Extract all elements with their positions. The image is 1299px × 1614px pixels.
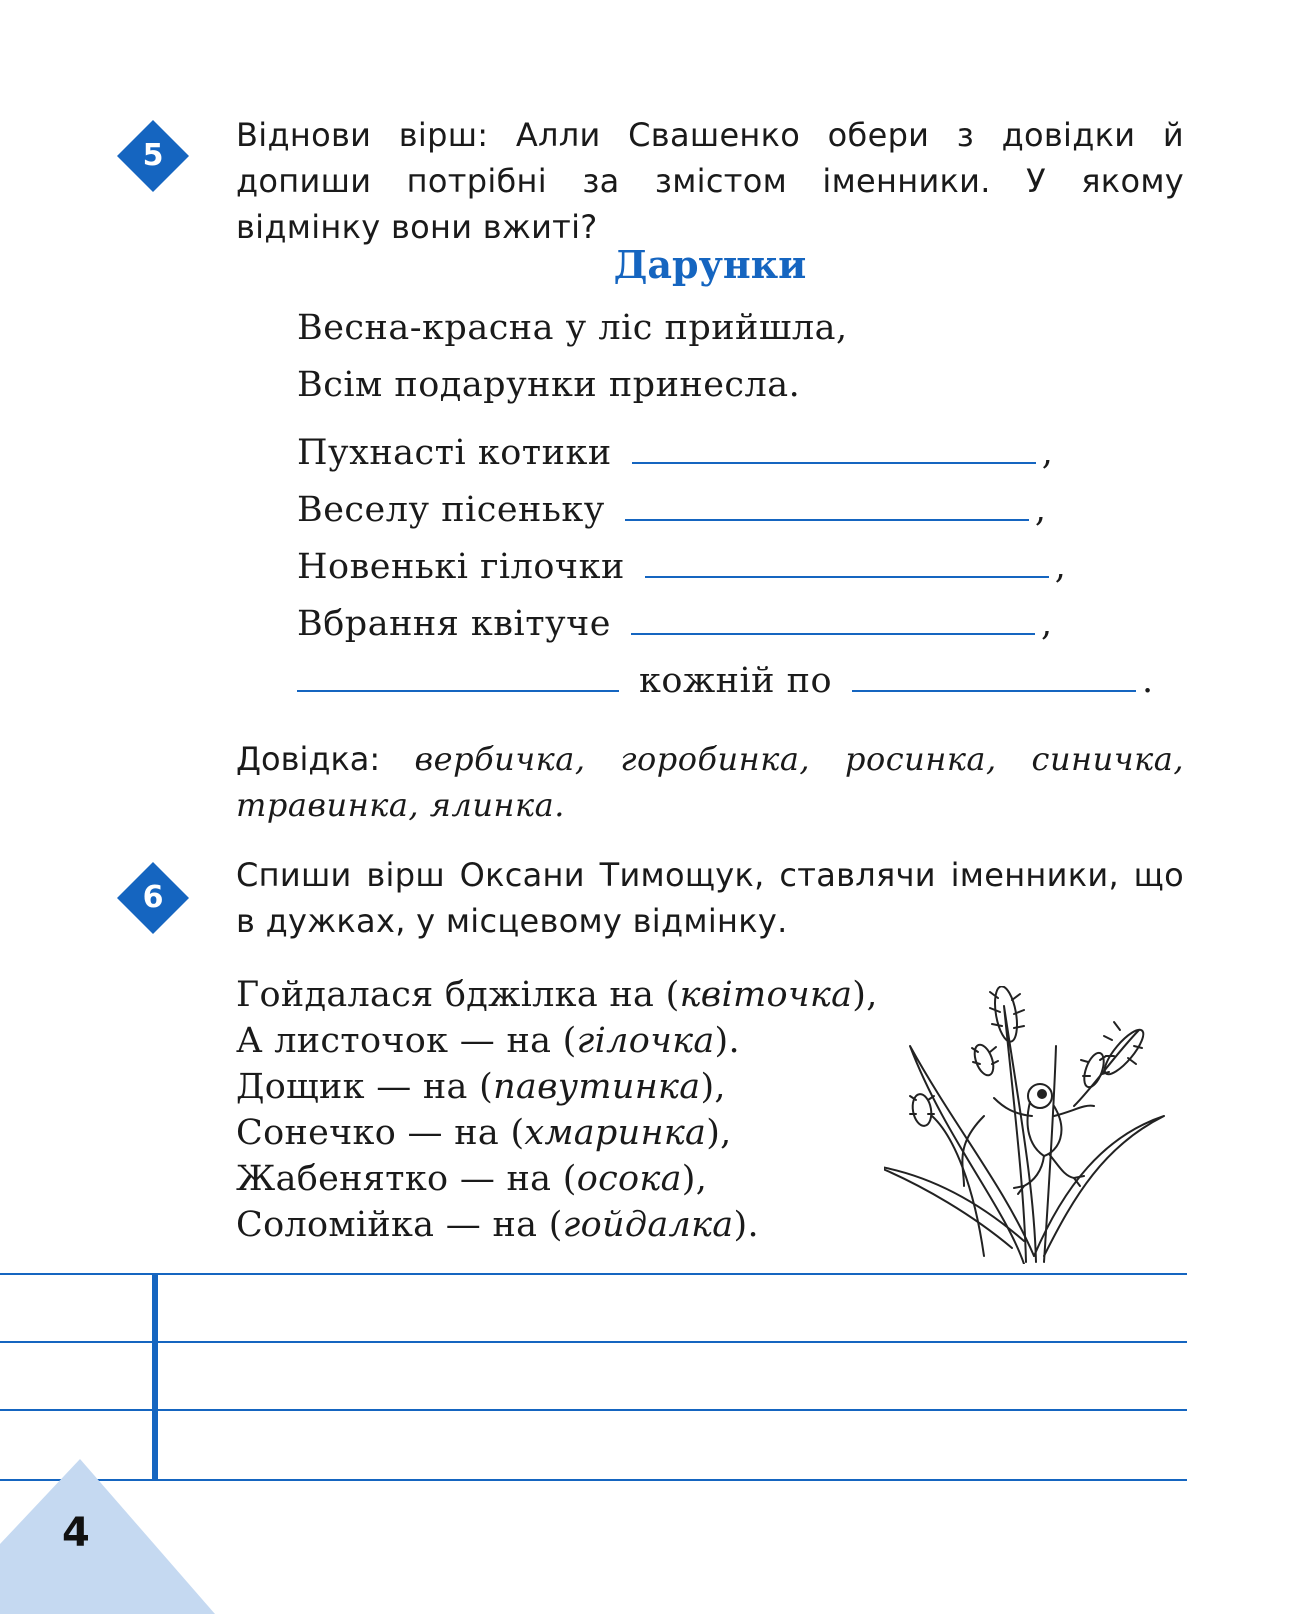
reference-label: Довідка: <box>236 740 381 778</box>
task-5-badge <box>117 120 189 192</box>
writing-line[interactable] <box>0 1273 1187 1275</box>
fill-blank[interactable] <box>645 536 1049 578</box>
page-corner-shape <box>0 1459 230 1614</box>
task-5-number: 5 <box>142 138 164 173</box>
task-6-number: 6 <box>142 880 164 915</box>
verse-line: Жабенятко — на (осока), <box>236 1159 708 1199</box>
writing-line[interactable] <box>0 1341 1187 1343</box>
margin-line <box>152 1273 158 1481</box>
poem-line: Веселу пісеньку , <box>297 479 1187 537</box>
poem-line: Вбрання квітуче , <box>297 593 1187 651</box>
page-number: 4 <box>62 1510 90 1556</box>
task-6-badge <box>117 862 189 934</box>
grass-frog-illustration <box>884 986 1184 1264</box>
fill-blank[interactable] <box>297 650 619 692</box>
reference-words: вербичка, горобинка, росинка, синичка, травинка, ялинка. <box>236 740 1185 824</box>
verse-line: Сонечко — на (хмаринка), <box>236 1113 732 1153</box>
fill-blank[interactable] <box>625 479 1029 521</box>
task-5-instruction: Віднови вірш: Алли Свашенко обери з довідки й допиши потрібні за змістом іменники. У якому відмінку вони вжиті? <box>236 116 1184 246</box>
poem-line: Новенькі гілочки , <box>297 536 1187 594</box>
verse <box>236 972 878 1248</box>
fill-blank[interactable] <box>631 593 1035 635</box>
poem-line: Пухнасті котики , <box>297 422 1187 480</box>
poem-line: Весна-красна у ліс прийшла, <box>297 308 848 348</box>
poem-title: Дарунки <box>613 242 807 287</box>
reference <box>236 736 1184 828</box>
fill-blank[interactable] <box>852 650 1136 692</box>
poem-line: Всім подарунки принесла. <box>297 365 801 405</box>
verse-line: Дощик — на (павутинка), <box>236 1067 726 1107</box>
verse-line: Соломійка — на (гойдалка). <box>236 1205 759 1245</box>
task-6-instruction: Спиши вірш Оксани Тимощук, ставлячи іменники, що в дужках, у місцевому відмінку. <box>236 856 1184 940</box>
verse-line: А листочок — на (гілочка). <box>236 1021 740 1061</box>
fill-blank[interactable] <box>632 422 1036 464</box>
verse-line: Гойдалася бджілка на (квіточка), <box>236 975 878 1015</box>
writing-line[interactable] <box>0 1409 1187 1411</box>
poem-line: кожній по . <box>297 650 1187 708</box>
